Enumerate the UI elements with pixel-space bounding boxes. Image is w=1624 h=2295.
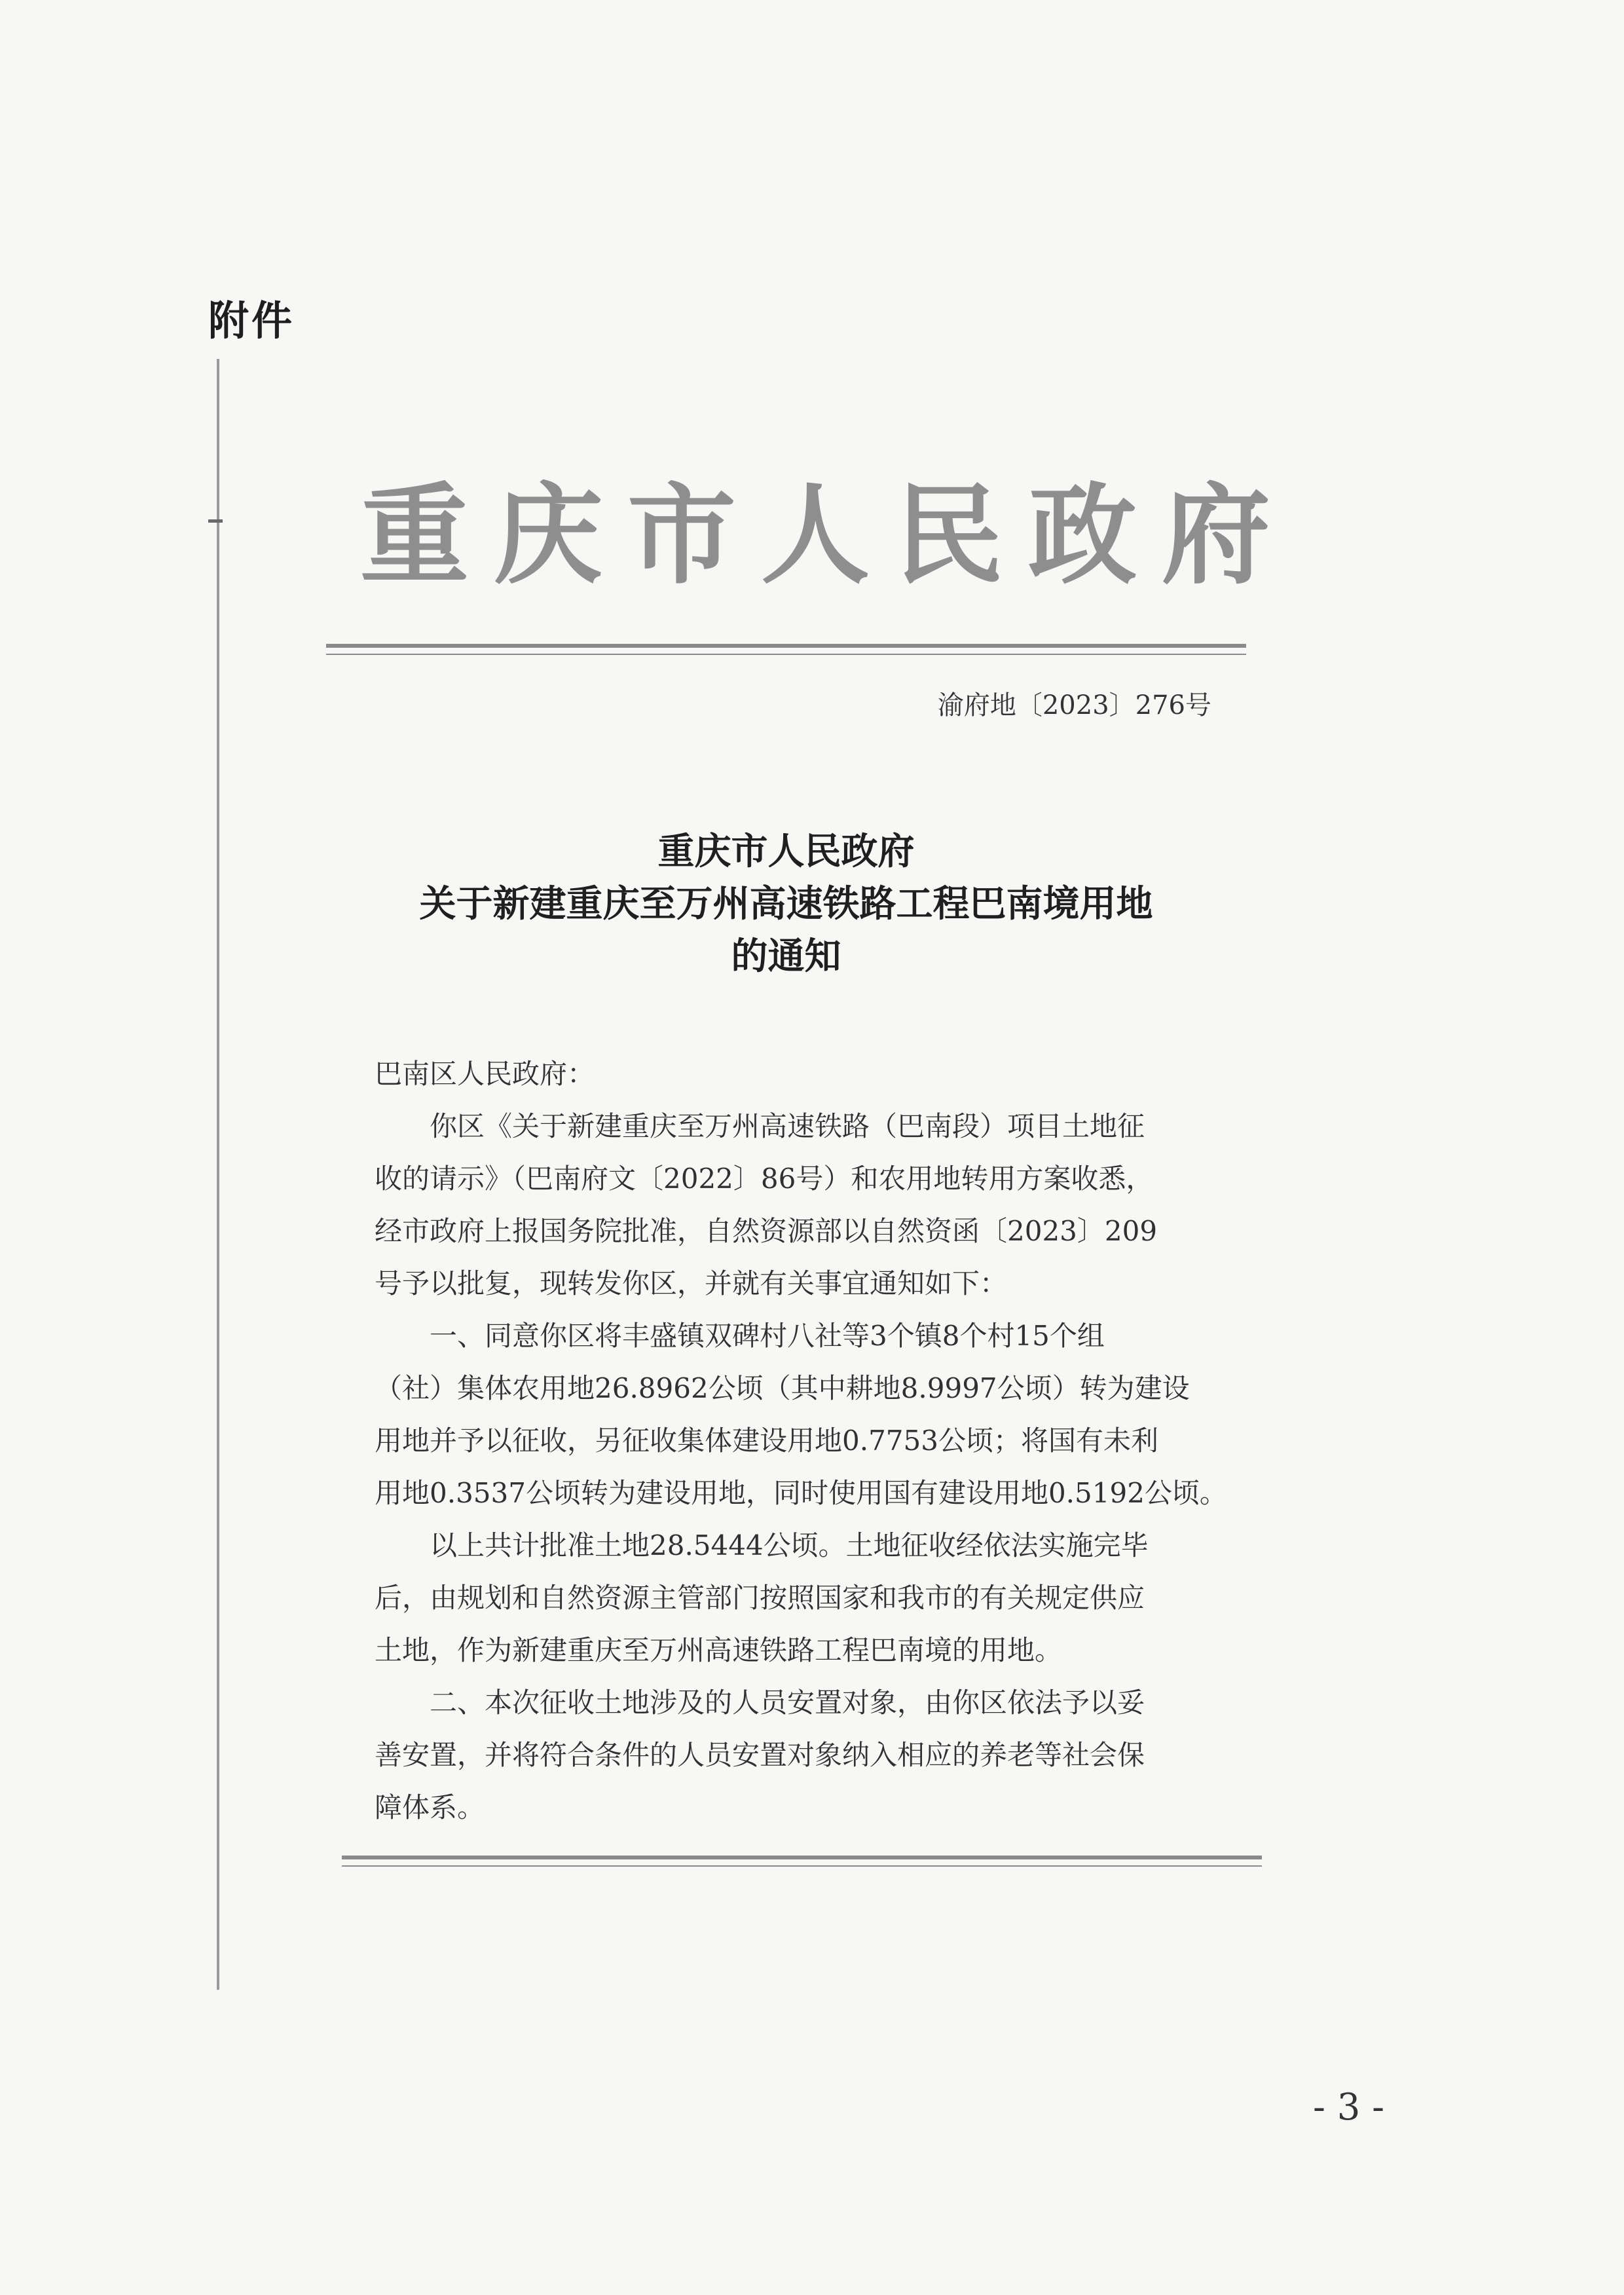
body-line: 善安置，并将符合条件的人员安置对象纳入相应的养老等社会保 <box>375 1739 1145 1771</box>
document-body <box>375 1048 1232 1834</box>
document-number: 渝府地〔2023〕276号 <box>937 690 1211 720</box>
body-line: 以上共计批准土地28.5444公顷。土地征收经依法实施完毕 <box>375 1529 1149 1561</box>
body-line: 一、同意你区将丰盛镇双碑村八社等3个镇8个村15个组 <box>375 1320 1105 1352</box>
body-line: 号予以批复，现转发你区，并就有关事宜通知如下： <box>375 1267 1008 1299</box>
header-org-name: 重庆市人民政府 <box>360 472 1295 599</box>
salutation: 巴南区人民政府： <box>375 1058 595 1090</box>
title-line-1: 重庆市人民政府 <box>657 830 915 873</box>
header-rule-thick <box>326 644 1246 648</box>
body-line: 经市政府上报国务院批准，自然资源部以自然资函〔2023〕209 <box>375 1215 1158 1247</box>
title-line-3: 的通知 <box>731 935 841 978</box>
body-line: 后，由规划和自然资源主管部门按照国家和我市的有关规定供应 <box>375 1582 1145 1614</box>
body-line: 收的请示》（巴南府文〔2022〕86号）和农用地转用方案收悉， <box>375 1163 1154 1195</box>
document-title <box>326 825 1246 982</box>
body-line: 二、本次征收土地涉及的人员安置对象，由你区依法予以妥 <box>375 1687 1145 1719</box>
body-line: 障体系。 <box>375 1791 485 1823</box>
page-number: - 3 - <box>1313 2086 1385 2129</box>
body-line: 土地，作为新建重庆至万州高速铁路工程巴南境的用地。 <box>375 1634 1063 1666</box>
footer-rule-thick <box>342 1856 1262 1859</box>
body-line: 你区《关于新建重庆至万州高速铁路（巴南段）项目土地征 <box>375 1110 1145 1142</box>
body-line: （社）集体农用地26.8962公顷（其中耕地8.9997公顷）转为建设 <box>375 1372 1190 1404</box>
body-line: 用地0.3537公顷转为建设用地，同时使用国有建设用地0.5192公顷。 <box>375 1477 1227 1509</box>
binding-tick-mark <box>208 519 223 523</box>
header-rule-thin <box>326 654 1246 655</box>
body-line: 用地并予以征收，另征收集体建设用地0.7753公顷；将国有未利 <box>375 1425 1158 1457</box>
attachment-label: 附件 <box>208 297 295 345</box>
binding-margin-line <box>217 359 219 1990</box>
footer-rule-thin <box>342 1865 1262 1867</box>
title-line-2: 关于新建重庆至万州高速铁路工程巴南境用地 <box>419 882 1153 925</box>
